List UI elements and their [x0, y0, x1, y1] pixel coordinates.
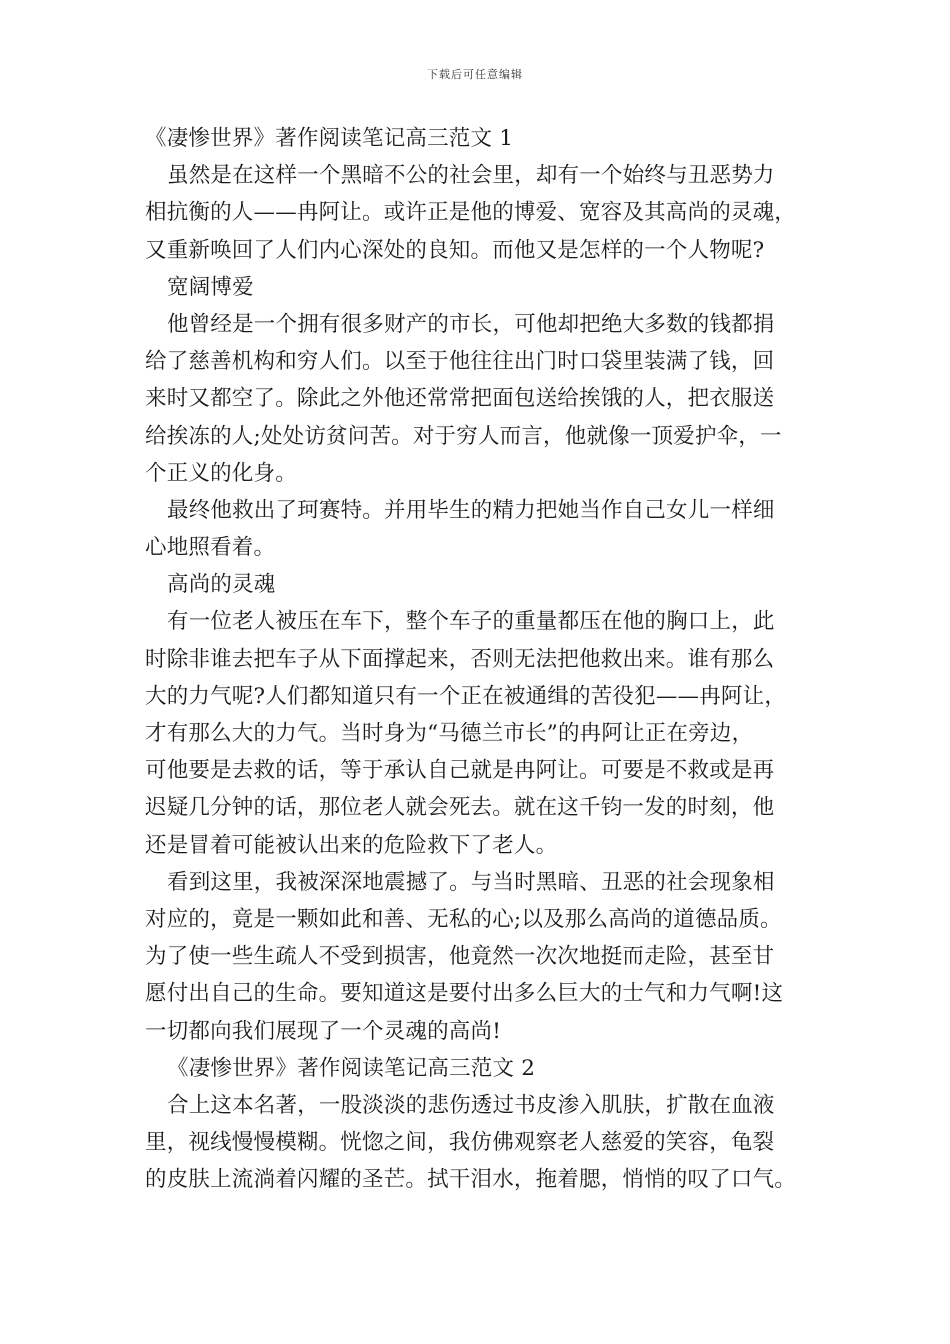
- paragraph-line: 对应的，竟是一颗如此和善、无私的心;以及那么高尚的道德品质。: [145, 906, 782, 932]
- paragraph-line: 心地照看着。: [145, 535, 276, 561]
- paragraph-line: 才有那么大的力气。当时身为“马德兰市长”的冉阿让正在旁边，: [145, 721, 754, 746]
- essay-title-1: 《凄惨世界》著作阅读笔记高三范文 1: [145, 126, 514, 151]
- paragraph-line: 时除非谁去把车子从下面撑起来，否则无法把他救出来。谁有那么: [145, 646, 775, 672]
- paragraph-line: 给挨冻的人;处处访贫问苦。对于穷人而言，他就像一顶爱护伞，一: [145, 423, 782, 449]
- paragraph-line: 愿付出自己的生命。要知道这是要付出多么巨大的士气和力气啊!这: [145, 981, 784, 1007]
- paragraph-line: 个正义的化身。: [145, 460, 297, 486]
- paragraph-line: 最终他救出了珂赛特。并用毕生的精力把她当作自己女儿一样细: [167, 497, 775, 523]
- essay-title-2: 《凄惨世界》著作阅读笔记高三范文 2: [167, 1055, 536, 1081]
- page-header-note: 下载后可任意编辑: [427, 68, 523, 81]
- paragraph-line: 合上这本名著，一股淡淡的悲伤透过书皮渗入肌肤，扩散在血液: [167, 1092, 775, 1118]
- paragraph-line: 可他要是去救的话，等于承认自己就是冉阿让。可要是不救或是再: [145, 758, 775, 784]
- section-heading-broad-love: 宽阔博爱: [167, 274, 254, 300]
- paragraph-line: 有一位老人被压在车下，整个车子的重量都压在他的胸口上，此: [167, 609, 775, 635]
- paragraph-line: 又重新唤回了人们内心深处的良知。而他又是怎样的一个人物呢?: [145, 237, 765, 263]
- paragraph-line: 看到这里，我被深深地震撼了。与当时黑暗、丑恶的社会现象相: [167, 869, 775, 895]
- paragraph-line: 相抗衡的人——冉阿让。或许正是他的博爱、宽容及其高尚的灵魂，: [145, 200, 797, 226]
- paragraph-line: 给了慈善机构和穷人们。以至于他往往出门时口袋里装满了钱，回: [145, 349, 775, 375]
- paragraph-line: 来时又都空了。除此之外他还常常把面包送给挨饿的人，把衣服送: [145, 386, 775, 412]
- paragraph-line: 虽然是在这样一个黑暗不公的社会里，却有一个始终与丑恶势力: [167, 163, 775, 189]
- paragraph-line: 他曾经是一个拥有很多财产的市长，可他却把绝大多数的钱都捐: [167, 311, 775, 337]
- paragraph-line: 为了使一些生疏人不受到损害，他竟然一次次地挺而走险，甚至甘: [145, 944, 775, 970]
- paragraph-line: 迟疑几分钟的话，那位老人就会死去。就在这千钧一发的时刻，他: [145, 795, 775, 821]
- paragraph-line: 里，视线慢慢模糊。恍惚之间，我仿佛观察老人慈爱的笑容，龟裂: [145, 1130, 775, 1156]
- paragraph-line: 的皮肤上流淌着闪耀的圣芒。拭干泪水，拖着腮，悄悄的叹了口气。: [145, 1167, 797, 1193]
- paragraph-line: 还是冒着可能被认出来的危险救下了老人。: [145, 832, 558, 858]
- section-heading-noble-soul: 高尚的灵魂: [167, 572, 276, 598]
- paragraph-line: 大的力气呢?人们都知道只有一个正在被通缉的苦役犯——冉阿让，: [145, 683, 787, 709]
- paragraph-line: 一切都向我们展现了一个灵魂的高尚!: [145, 1018, 502, 1044]
- document-body: [145, 120, 813, 1198]
